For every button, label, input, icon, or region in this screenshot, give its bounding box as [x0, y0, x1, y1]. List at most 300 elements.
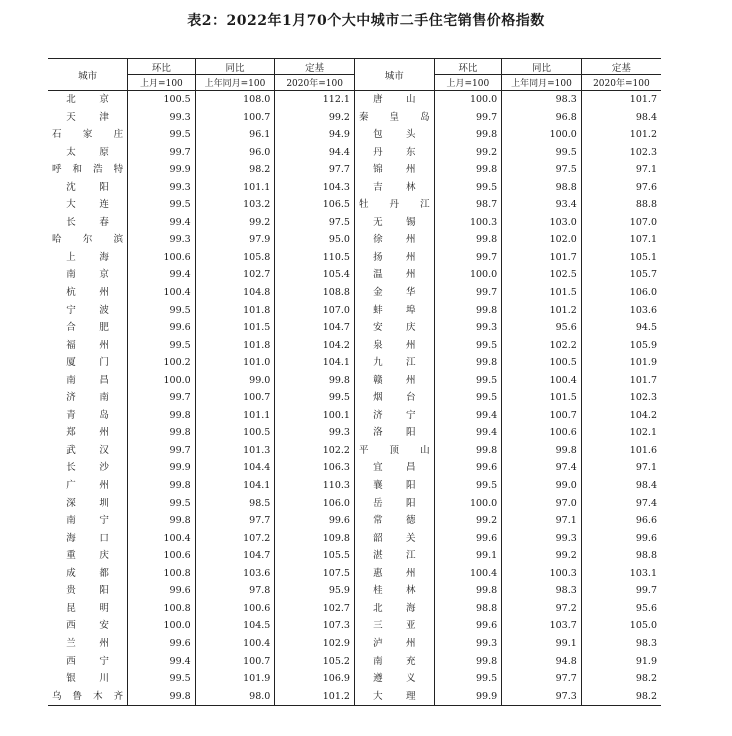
city-name-right [354, 354, 434, 372]
yoy-value-left: 101.0 [195, 354, 275, 372]
base-value-right: 98.4 [581, 477, 661, 495]
yoy-value-left: 99.2 [195, 214, 275, 232]
city-name-right [354, 266, 434, 284]
mom-value-right: 99.2 [434, 144, 502, 162]
mom-value-right: 99.8 [434, 231, 502, 249]
table-row [48, 302, 661, 320]
city-label: 扬州 [373, 251, 416, 263]
yoy-value-left: 101.9 [195, 670, 275, 688]
mom-value-right: 99.5 [434, 372, 502, 390]
city-label: 烟台 [373, 392, 416, 404]
base-value-right: 105.0 [581, 617, 661, 635]
mom-value-right: 99.8 [434, 302, 502, 320]
table-row [48, 635, 661, 653]
yoy-value-left: 104.4 [195, 459, 275, 477]
base-value-right: 97.4 [581, 495, 661, 513]
city-label: 宁波 [66, 304, 109, 316]
city-name-right [354, 389, 434, 407]
yoy-value-left: 107.2 [195, 530, 275, 548]
city-label: 成都 [66, 567, 109, 579]
mom-value-left: 99.3 [128, 231, 196, 249]
table-row [48, 109, 661, 127]
city-label: 郑州 [66, 427, 109, 439]
mom-value-left: 99.5 [128, 495, 196, 513]
mom-value-left: 100.6 [128, 249, 196, 267]
mom-value-right: 99.7 [434, 109, 502, 127]
yoy-value-right: 97.1 [502, 512, 582, 530]
base-value-left: 110.3 [275, 477, 355, 495]
city-name-right [354, 214, 434, 232]
yoy-value-left: 105.8 [195, 249, 275, 267]
base-value-left: 102.7 [275, 600, 355, 618]
city-name-right [354, 284, 434, 302]
city-label: 泸州 [373, 637, 416, 649]
city-name-right [354, 442, 434, 460]
table-row [48, 617, 661, 635]
city-name-right [354, 635, 434, 653]
city-label: 广州 [66, 480, 109, 492]
city-label: 桂林 [373, 585, 416, 597]
yoy-value-left: 101.1 [195, 179, 275, 197]
base-value-left: 106.9 [275, 670, 355, 688]
header-base-left: 定基 [275, 59, 355, 75]
table-body [48, 91, 661, 706]
city-label: 秦皇岛 [358, 111, 430, 123]
mom-value-left: 99.6 [128, 582, 196, 600]
base-value-left: 109.8 [275, 530, 355, 548]
header-base-sub-left: 2020年=100 [275, 75, 355, 91]
city-label: 合肥 [66, 322, 109, 334]
base-value-left: 94.4 [275, 144, 355, 162]
mom-value-right: 99.5 [434, 389, 502, 407]
yoy-value-left: 97.7 [195, 512, 275, 530]
table-row [48, 126, 661, 144]
mom-value-left: 99.5 [128, 670, 196, 688]
header-yoy-right: 同比 [502, 59, 582, 75]
city-label: 无锡 [373, 216, 416, 228]
mom-value-left: 99.5 [128, 302, 196, 320]
city-label: 徐州 [373, 234, 416, 246]
city-name-right [354, 407, 434, 425]
city-label: 包头 [373, 129, 416, 141]
yoy-value-right: 93.4 [502, 196, 582, 214]
mom-value-right: 99.4 [434, 407, 502, 425]
city-name-left [48, 144, 128, 162]
base-value-left: 105.5 [275, 547, 355, 565]
mom-value-right: 100.0 [434, 91, 502, 109]
mom-value-right: 99.5 [434, 477, 502, 495]
header-mom-right: 环比 [434, 59, 502, 75]
mom-value-left: 99.6 [128, 635, 196, 653]
mom-value-right: 98.8 [434, 600, 502, 618]
city-label: 常德 [373, 515, 416, 527]
table-row [48, 372, 661, 390]
mom-value-right: 99.6 [434, 530, 502, 548]
city-name-left [48, 670, 128, 688]
yoy-value-right: 102.0 [502, 231, 582, 249]
base-value-right: 101.7 [581, 91, 661, 109]
city-label: 南充 [373, 655, 416, 667]
city-label: 呼和浩特 [52, 164, 124, 176]
city-label: 天津 [66, 111, 109, 123]
table-row [48, 600, 661, 618]
base-value-left: 107.3 [275, 617, 355, 635]
mom-value-right: 99.7 [434, 284, 502, 302]
mom-value-right: 99.8 [434, 354, 502, 372]
city-name-left [48, 91, 128, 109]
header-mom-sub-right: 上月=100 [434, 75, 502, 91]
table-row [48, 442, 661, 460]
mom-value-right: 99.8 [434, 653, 502, 671]
base-value-left: 104.7 [275, 319, 355, 337]
table-row [48, 407, 661, 425]
header-yoy-sub-right: 上年同月=100 [502, 75, 582, 91]
city-label: 长春 [66, 216, 109, 228]
base-value-right: 97.6 [581, 179, 661, 197]
price-index-table [48, 58, 661, 706]
city-name-right [354, 372, 434, 390]
city-name-left [48, 196, 128, 214]
city-label: 遵义 [373, 673, 416, 685]
city-label: 重庆 [66, 550, 109, 562]
yoy-value-right: 97.2 [502, 600, 582, 618]
city-label: 襄阳 [373, 480, 416, 492]
city-label: 昆明 [66, 602, 109, 614]
table-row [48, 512, 661, 530]
base-value-left: 106.5 [275, 196, 355, 214]
city-name-right [354, 565, 434, 583]
base-value-right: 99.6 [581, 530, 661, 548]
yoy-value-left: 101.8 [195, 302, 275, 320]
city-label: 石家庄 [52, 129, 124, 141]
header-city-left: 城市 [48, 59, 128, 91]
table-row [48, 582, 661, 600]
city-name-left [48, 231, 128, 249]
city-name-right [354, 495, 434, 513]
city-label: 岳阳 [373, 497, 416, 509]
city-name-right [354, 91, 434, 109]
mom-value-right: 99.8 [434, 442, 502, 460]
city-label: 韶关 [373, 532, 416, 544]
mom-value-left: 100.2 [128, 354, 196, 372]
mom-value-left: 99.6 [128, 319, 196, 337]
yoy-value-left: 104.7 [195, 547, 275, 565]
base-value-right: 98.8 [581, 547, 661, 565]
city-label: 南宁 [66, 515, 109, 527]
city-label: 大理 [373, 690, 416, 702]
yoy-value-left: 103.2 [195, 196, 275, 214]
city-name-left [48, 688, 128, 706]
city-name-right [354, 688, 434, 706]
table-row [48, 389, 661, 407]
mom-value-right: 99.8 [434, 582, 502, 600]
table-row [48, 249, 661, 267]
yoy-value-right: 100.4 [502, 372, 582, 390]
header-yoy-sub-left: 上年同月=100 [195, 75, 275, 91]
city-label: 武汉 [66, 444, 109, 456]
yoy-value-right: 103.0 [502, 214, 582, 232]
yoy-value-left: 101.3 [195, 442, 275, 460]
table-header [48, 59, 661, 91]
table-title: 表2：2022年1月70个大中城市二手住宅销售价格指数 [187, 13, 545, 29]
city-name-right [354, 424, 434, 442]
base-value-left: 99.2 [275, 109, 355, 127]
city-label: 厦门 [66, 357, 109, 369]
base-value-right: 102.1 [581, 424, 661, 442]
header-base-right: 定基 [581, 59, 661, 75]
city-name-left [48, 459, 128, 477]
city-name-right [354, 319, 434, 337]
table-row [48, 495, 661, 513]
city-name-right [354, 179, 434, 197]
city-name-left [48, 126, 128, 144]
base-value-left: 97.7 [275, 161, 355, 179]
city-label: 南京 [66, 269, 109, 281]
mom-value-left: 100.6 [128, 547, 196, 565]
mom-value-left: 99.7 [128, 442, 196, 460]
city-label: 洛阳 [373, 427, 416, 439]
mom-value-right: 99.1 [434, 547, 502, 565]
base-value-left: 112.1 [275, 91, 355, 109]
city-name-left [48, 635, 128, 653]
base-value-left: 110.5 [275, 249, 355, 267]
mom-value-left: 99.8 [128, 688, 196, 706]
base-value-right: 98.2 [581, 688, 661, 706]
mom-value-right: 100.3 [434, 214, 502, 232]
yoy-value-left: 101.5 [195, 319, 275, 337]
city-label: 北海 [373, 602, 416, 614]
city-label: 三亚 [373, 620, 416, 632]
yoy-value-right: 99.1 [502, 635, 582, 653]
base-value-right: 107.1 [581, 231, 661, 249]
mom-value-right: 99.2 [434, 512, 502, 530]
base-value-right: 94.5 [581, 319, 661, 337]
table-row [48, 653, 661, 671]
base-value-right: 99.7 [581, 582, 661, 600]
mom-value-right: 100.0 [434, 495, 502, 513]
yoy-value-right: 97.3 [502, 688, 582, 706]
city-label: 蚌埠 [373, 304, 416, 316]
base-value-right: 103.6 [581, 302, 661, 320]
header-mom-sub-left: 上月=100 [128, 75, 196, 91]
table-row [48, 319, 661, 337]
table-row [48, 144, 661, 162]
city-name-right [354, 231, 434, 249]
yoy-value-left: 98.0 [195, 688, 275, 706]
city-name-left [48, 565, 128, 583]
mom-value-left: 100.4 [128, 530, 196, 548]
base-value-right: 98.2 [581, 670, 661, 688]
mom-value-right: 99.5 [434, 670, 502, 688]
city-name-left [48, 424, 128, 442]
yoy-value-left: 101.1 [195, 407, 275, 425]
mom-value-left: 99.4 [128, 266, 196, 284]
yoy-value-right: 98.3 [502, 582, 582, 600]
city-name-right [354, 302, 434, 320]
base-value-right: 95.6 [581, 600, 661, 618]
table-row [48, 565, 661, 583]
city-label: 银川 [66, 673, 109, 685]
base-value-right: 101.9 [581, 354, 661, 372]
city-label: 宜昌 [373, 462, 416, 474]
header-city-right: 城市 [354, 59, 434, 91]
mom-value-left: 100.5 [128, 91, 196, 109]
base-value-left: 99.3 [275, 424, 355, 442]
yoy-value-right: 95.6 [502, 319, 582, 337]
yoy-value-right: 99.8 [502, 442, 582, 460]
city-name-right [354, 249, 434, 267]
mom-value-right: 99.8 [434, 126, 502, 144]
city-name-right [354, 512, 434, 530]
base-value-left: 99.6 [275, 512, 355, 530]
city-name-left [48, 214, 128, 232]
city-name-left [48, 512, 128, 530]
city-label: 温州 [373, 269, 416, 281]
table-row [48, 231, 661, 249]
table-row [48, 284, 661, 302]
mom-value-right: 99.6 [434, 459, 502, 477]
city-name-left [48, 319, 128, 337]
city-label: 安庆 [373, 322, 416, 334]
yoy-value-right: 99.5 [502, 144, 582, 162]
mom-value-left: 100.8 [128, 600, 196, 618]
city-label: 太原 [66, 146, 109, 158]
city-label: 北京 [66, 94, 109, 105]
yoy-value-right: 100.3 [502, 565, 582, 583]
city-name-left [48, 547, 128, 565]
mom-value-left: 99.7 [128, 144, 196, 162]
city-label: 大连 [66, 199, 109, 211]
mom-value-left: 99.3 [128, 179, 196, 197]
mom-value-left: 99.5 [128, 126, 196, 144]
yoy-value-right: 99.3 [502, 530, 582, 548]
table-row [48, 179, 661, 197]
base-value-right: 103.1 [581, 565, 661, 583]
city-name-right [354, 144, 434, 162]
city-label: 唐山 [373, 94, 416, 105]
city-name-right [354, 530, 434, 548]
yoy-value-left: 96.1 [195, 126, 275, 144]
base-value-left: 100.1 [275, 407, 355, 425]
yoy-value-right: 98.8 [502, 179, 582, 197]
base-value-right: 104.2 [581, 407, 661, 425]
yoy-value-left: 96.0 [195, 144, 275, 162]
base-value-right: 105.1 [581, 249, 661, 267]
city-label: 乌鲁木齐 [52, 690, 124, 702]
base-value-left: 106.0 [275, 495, 355, 513]
city-name-right [354, 670, 434, 688]
base-value-left: 97.5 [275, 214, 355, 232]
city-name-right [354, 582, 434, 600]
table-row [48, 424, 661, 442]
table-row [48, 266, 661, 284]
city-label: 锦州 [373, 164, 416, 176]
mom-value-left: 100.0 [128, 617, 196, 635]
mom-value-right: 99.4 [434, 424, 502, 442]
city-name-left [48, 477, 128, 495]
city-name-left [48, 302, 128, 320]
table-row [48, 214, 661, 232]
city-label: 上海 [66, 251, 109, 263]
city-label: 湛江 [373, 550, 416, 562]
mom-value-left: 99.7 [128, 389, 196, 407]
base-value-left: 107.0 [275, 302, 355, 320]
base-value-left: 108.8 [275, 284, 355, 302]
city-name-left [48, 407, 128, 425]
base-value-left: 105.2 [275, 653, 355, 671]
yoy-value-right: 102.2 [502, 337, 582, 355]
base-value-right: 106.0 [581, 284, 661, 302]
yoy-value-right: 97.4 [502, 459, 582, 477]
yoy-value-right: 101.7 [502, 249, 582, 267]
city-label: 贵阳 [66, 585, 109, 597]
city-name-left [48, 266, 128, 284]
table-row [48, 547, 661, 565]
yoy-value-right: 100.6 [502, 424, 582, 442]
base-value-left: 95.9 [275, 582, 355, 600]
city-label: 青岛 [66, 409, 109, 421]
city-name-right [354, 337, 434, 355]
base-value-left: 105.4 [275, 266, 355, 284]
yoy-value-left: 102.7 [195, 266, 275, 284]
yoy-value-left: 100.6 [195, 600, 275, 618]
city-name-right [354, 653, 434, 671]
yoy-value-left: 103.6 [195, 565, 275, 583]
base-value-right: 88.8 [581, 196, 661, 214]
base-value-right: 101.6 [581, 442, 661, 460]
city-name-left [48, 161, 128, 179]
base-value-right: 97.1 [581, 161, 661, 179]
city-label: 惠州 [373, 567, 416, 579]
base-value-right: 107.0 [581, 214, 661, 232]
mom-value-left: 100.8 [128, 565, 196, 583]
base-value-right: 101.7 [581, 372, 661, 390]
mom-value-right: 99.5 [434, 337, 502, 355]
city-label: 哈尔滨 [52, 234, 124, 246]
mom-value-left: 99.4 [128, 653, 196, 671]
mom-value-right: 99.8 [434, 161, 502, 179]
mom-value-right: 99.3 [434, 635, 502, 653]
city-label: 济宁 [373, 409, 416, 421]
mom-value-right: 99.5 [434, 179, 502, 197]
base-value-right: 96.6 [581, 512, 661, 530]
mom-value-right: 100.0 [434, 266, 502, 284]
mom-value-left: 99.8 [128, 477, 196, 495]
city-label: 西安 [66, 620, 109, 632]
mom-value-right: 99.6 [434, 617, 502, 635]
base-value-right: 98.4 [581, 109, 661, 127]
yoy-value-right: 97.5 [502, 161, 582, 179]
yoy-value-left: 104.5 [195, 617, 275, 635]
city-label: 南昌 [66, 374, 109, 386]
city-name-right [354, 459, 434, 477]
table-row [48, 688, 661, 706]
city-name-left [48, 582, 128, 600]
table-row [48, 337, 661, 355]
city-name-left [48, 389, 128, 407]
mom-value-left: 99.5 [128, 337, 196, 355]
mom-value-right: 99.3 [434, 319, 502, 337]
city-name-right [354, 161, 434, 179]
base-value-left: 94.9 [275, 126, 355, 144]
city-label: 平顶山 [358, 444, 430, 456]
base-value-right: 105.9 [581, 337, 661, 355]
yoy-value-left: 108.0 [195, 91, 275, 109]
yoy-value-right: 103.7 [502, 617, 582, 635]
city-name-left [48, 600, 128, 618]
table-row [48, 477, 661, 495]
mom-value-left: 99.8 [128, 424, 196, 442]
